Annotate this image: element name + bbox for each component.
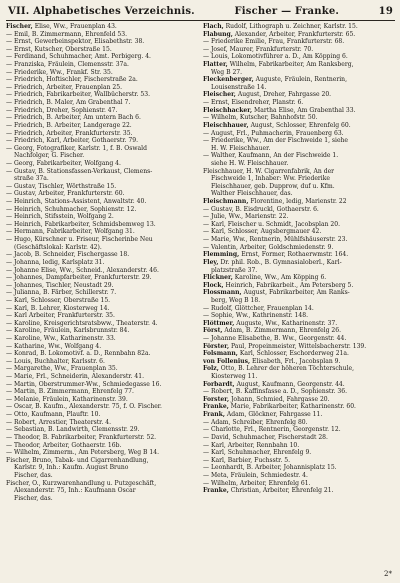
directory-entry bbox=[6, 327, 197, 335]
entry-text: — Oscar, B. Kaufm., Alexanderstr. 75, f. O. Fischer. bbox=[6, 403, 162, 411]
entry-text: — Friedrich, B. Arbeiter, Landgerage 22. bbox=[6, 121, 132, 129]
directory-entry bbox=[203, 114, 394, 122]
entry-text: H. W. Fleischhauer. bbox=[211, 144, 271, 152]
entry-text: — Louis, Buchhalter, Karlsstr. 6. bbox=[6, 357, 105, 365]
directory-entry bbox=[6, 137, 197, 145]
directory-entry bbox=[6, 274, 197, 282]
entry-text: — Valentin, Arbeiter, Goldschmiedenstr. 9. bbox=[203, 243, 334, 251]
directory-entry bbox=[203, 365, 394, 373]
directory-entry bbox=[203, 76, 394, 84]
directory-entry bbox=[6, 480, 197, 488]
entry-text: August, Dreher, Fahrgasse 20. bbox=[235, 91, 332, 99]
section-title: VII. Alphabetisches Verzeichnis. bbox=[8, 6, 195, 17]
entry-surname: Frank, bbox=[203, 411, 225, 419]
entry-text: — Louis, Lokomotivführer a. D., Am Köpping 6. bbox=[203, 53, 348, 61]
directory-entry bbox=[6, 213, 197, 221]
entry-text: — Konrad, B. Lokomotivf. a. D., Rennbahn 82a. bbox=[6, 350, 151, 358]
directory-entry bbox=[203, 487, 394, 495]
entry-text: Marie, Fabrikarbeiter, Katharinenstr. 60. bbox=[228, 403, 356, 411]
directory-entry bbox=[203, 251, 394, 259]
entry-text: straße 37a. bbox=[14, 175, 49, 183]
entry-surname: Flemming, bbox=[203, 251, 240, 259]
directory-entry bbox=[6, 442, 197, 450]
left-column bbox=[6, 23, 197, 502]
directory-entry bbox=[203, 91, 394, 99]
entry-text: — Ernst, Kutscher, Oberstraße 15. bbox=[6, 45, 112, 53]
entry-surname: Flatter, bbox=[203, 61, 228, 69]
directory-entry bbox=[6, 84, 197, 92]
entry-text: — Charlotte, Frl., Rentnerin, Georgenstr. 12. bbox=[203, 426, 341, 434]
directory-entry bbox=[203, 282, 394, 290]
entry-text: Fischer, O., Kurzwarenhandlung u. Putzgeschäft, bbox=[6, 479, 157, 487]
directory-entry bbox=[203, 53, 394, 61]
entry-text: — Otto, Kaufmann, Plauftr. 10. bbox=[6, 411, 101, 419]
entry-text: — Karl, B. Lehrer, Kiosterweg 14. bbox=[6, 304, 110, 312]
entry-text: August, Fabrikarbeiter, Am Ranks- bbox=[241, 289, 350, 297]
directory-entry bbox=[203, 358, 394, 366]
directory-entry bbox=[6, 426, 197, 434]
directory-entry bbox=[203, 259, 394, 267]
entry-text: — Friederike Emilie, Frau, Frankfurterstr. 68. bbox=[203, 38, 345, 46]
directory-entry bbox=[6, 122, 197, 130]
directory-entry bbox=[203, 236, 394, 244]
directory-entry bbox=[203, 464, 394, 472]
directory-entry bbox=[6, 358, 197, 366]
directory-entry bbox=[6, 350, 197, 358]
directory-entry bbox=[6, 457, 197, 465]
entry-text: — Karoline, Ww., Katharinenstr. 33. bbox=[6, 334, 116, 342]
directory-entry bbox=[6, 381, 197, 389]
entry-text: — Margarethe, Ww., Frauenplan 35. bbox=[6, 365, 118, 373]
directory-entry bbox=[203, 274, 394, 282]
directory-entry bbox=[6, 403, 197, 411]
directory-entry bbox=[203, 23, 394, 31]
directory-entry bbox=[6, 190, 197, 198]
entry-text: — Karoline, Kreisgerichtsratsbww., Theaterstr. 4. bbox=[6, 319, 158, 327]
entry-text: — Johanna, ledig, Karlsplatz 31. bbox=[6, 258, 105, 266]
entry-surname: Folsmann, bbox=[203, 350, 238, 358]
directory-entry bbox=[6, 320, 197, 328]
entry-surname: Flock, bbox=[203, 281, 224, 289]
directory-entry bbox=[203, 381, 394, 389]
directory-entry bbox=[6, 259, 197, 267]
entry-text: — Johanne Elise, Ww., Schneid., Alexanderstr. 46. bbox=[6, 266, 159, 274]
entry-text: — Ernst, Gewerbeinspektor, Elisabethstr. 38. bbox=[6, 38, 145, 46]
entry-text: Nachfolger, G. Fischer. bbox=[14, 152, 85, 160]
directory-entry bbox=[6, 61, 197, 69]
entry-text: — Meta, Fräulein, Schmiedestr. 4. bbox=[203, 471, 308, 479]
entry-text: — Sophie, Ww., Kathrinenstr. 148. bbox=[203, 312, 309, 320]
entry-text: Fischer, Bruno, Tabak- und Cigarrenhandlung, bbox=[6, 456, 149, 464]
entry-continuation bbox=[203, 69, 394, 77]
entry-text: — Leonhardt, B. Arbeiter, Johannisplatz 15. bbox=[203, 464, 337, 472]
entry-text: — Friedrich, Fabrikarbeiter, Wallbücherstr. 53. bbox=[6, 91, 150, 99]
entry-text: — Friedrich, B. Maler, Am Grabenthal 7. bbox=[6, 99, 131, 107]
directory-entry bbox=[203, 396, 394, 404]
entry-text: — Heinrich, Stifsstein, Wolfgang 2. bbox=[6, 213, 114, 221]
entry-text: — Hermann, Fabrikarbeiter, Wolfgang 31. bbox=[6, 228, 135, 236]
entry-surname: Fleischer, bbox=[203, 91, 236, 99]
directory-entry bbox=[6, 289, 197, 297]
entry-continuation bbox=[203, 183, 394, 191]
entry-text: August, Schlosser, Ehrenfelg 60. bbox=[248, 121, 351, 129]
entry-text: — Heinrich, Stations-Assistent, Anwaltstr. 40. bbox=[6, 198, 147, 206]
directory-entry bbox=[203, 31, 394, 39]
entry-text: Louisenstraße 14. bbox=[211, 83, 267, 91]
page-number: 19 bbox=[378, 6, 393, 17]
entry-continuation bbox=[6, 472, 197, 480]
directory-entry bbox=[203, 289, 394, 297]
directory-entry bbox=[6, 373, 197, 381]
entry-text: Alexander, Arbeiter, Frankfurterstr. 65. bbox=[232, 30, 356, 38]
entry-surname: Först, bbox=[203, 327, 223, 335]
directory-entry bbox=[6, 449, 197, 457]
entry-text: — Wilhelm, Arbeiter, Ehrenfelg 61. bbox=[203, 479, 311, 487]
entry-text: — Friedrich, Arbeiter, Frankfurterstr. 35. bbox=[6, 129, 133, 137]
entry-text: Adam, B. Zimmermann, Ehrenfelg 26. bbox=[222, 327, 341, 335]
entry-surname: Förster, bbox=[203, 342, 230, 350]
entry-surname: Fischer, bbox=[6, 23, 33, 30]
entry-text: — Heinrich, Fabrikarbeiter, Schmidsbemweg 13. bbox=[6, 220, 156, 228]
directory-entry bbox=[6, 396, 197, 404]
directory-entry bbox=[203, 38, 394, 46]
entry-continuation bbox=[6, 495, 197, 503]
entry-text: Dr. phil. Rob., B. Gymnasialoberl., Karl- bbox=[218, 258, 342, 266]
directory-entry bbox=[6, 145, 197, 153]
entry-text: — Johannes, Tischler, Neustadt 29. bbox=[6, 281, 114, 289]
directory-entry bbox=[203, 137, 394, 145]
entry-surname: Flabung, bbox=[203, 30, 233, 38]
entry-text: — Karl, Schuhmacher, Ehrenfelg 9. bbox=[203, 449, 312, 457]
directory-entry bbox=[203, 426, 394, 434]
entry-continuation bbox=[6, 175, 197, 183]
entry-surname: Fley, bbox=[203, 258, 219, 266]
entry-continuation bbox=[203, 190, 394, 198]
entry-text: — Karl, Schlosser, Oberstraße 15. bbox=[6, 296, 111, 304]
directory-entry bbox=[203, 122, 394, 130]
directory-entry bbox=[203, 152, 394, 160]
entry-text: Ernst, Former, Rothaerwmstr. 164. bbox=[239, 251, 349, 259]
entry-text: Elise, Ww., Frauenplan 43. bbox=[32, 23, 117, 30]
directory-entry bbox=[6, 198, 197, 206]
entry-surname: Franke, bbox=[203, 487, 229, 495]
directory-entry bbox=[6, 130, 197, 138]
entry-text: — Johanne Elisabethe, B. Ww., Georgenstr. 44. bbox=[203, 334, 347, 342]
entry-text: platzstraße 37. bbox=[211, 266, 258, 274]
directory-entry bbox=[6, 99, 197, 107]
entry-text: Fleischhauer, H. W. Cigarrenfabrik, An der bbox=[203, 167, 335, 175]
entry-text: — Marie, Frl., Schneiderin, Alexanderstr. 41. bbox=[6, 373, 144, 381]
entry-surname: Forbardt, bbox=[203, 380, 235, 388]
directory-entry bbox=[203, 244, 394, 252]
directory-entry bbox=[203, 46, 394, 54]
directory-entry bbox=[6, 228, 197, 236]
entry-text: — Franziska, Fräulein, Clemensstr. 37a. bbox=[6, 61, 129, 69]
entry-text: Adam, Glöckner, Fahrgasse 11. bbox=[224, 411, 323, 419]
directory-entry bbox=[203, 335, 394, 343]
entry-text: — Josef, Maurer, Frankfurterstr. 70. bbox=[203, 45, 314, 53]
entry-continuation bbox=[203, 297, 394, 305]
directory-entry bbox=[6, 114, 197, 122]
entry-text: — Ferdinand, Schuhmacher, Amt. Perbigerg. 4. bbox=[6, 53, 151, 61]
entry-surname: Fleckenberger, bbox=[203, 76, 254, 84]
directory-entry bbox=[6, 91, 197, 99]
entry-text: — Wilhelm, Zimmerm., Am Petersberg, Weg B 14. bbox=[6, 449, 160, 457]
entry-text: — Gustav, B. Eisdruckl, Gothaerstr. 6. bbox=[203, 205, 319, 213]
entry-text: — Marie, Ww., Rentnerin, Mühlfshäuserstr. 23. bbox=[203, 236, 348, 244]
directory-entry bbox=[6, 282, 197, 290]
entry-text: — Georg, Fabrikarbeiter, Wolfgang 4. bbox=[6, 159, 121, 167]
entry-text: Christian, Arbeiter, Ehrenfelg 21. bbox=[228, 487, 334, 495]
entry-text: Wilhelm, Fabrikarbeiter, Am Ranksberg, bbox=[227, 61, 354, 69]
entry-text: — Johannes, Dampfarbeiter, Frankfurterstr. 29. bbox=[6, 274, 152, 282]
entry-continuation bbox=[6, 244, 197, 252]
entry-text: — Friedrich, Hoftischler, Fischerstraße 2a. bbox=[6, 76, 138, 84]
directory-entry bbox=[203, 388, 394, 396]
entry-text: — Friederike, Ww., Am der Fischweide 1, siehe bbox=[203, 137, 349, 145]
entry-surname: Folz, bbox=[203, 365, 219, 373]
directory-entry bbox=[6, 221, 197, 229]
entry-text: — Karoline, Fräulein, Karlsbrunnstr. 84. bbox=[6, 327, 130, 335]
directory-entry bbox=[6, 312, 197, 320]
entry-text: — Gustav, B. Stationsfassen-Verkaust, Clemens- bbox=[6, 167, 153, 175]
directory-entry bbox=[203, 403, 394, 411]
directory-entry bbox=[203, 228, 394, 236]
entry-text: — Wilhelm, Kutscher, Bahnhofstr. 50. bbox=[203, 114, 318, 122]
directory-entry bbox=[6, 419, 197, 427]
entry-text: Rudolf, Lithograph u. Zeichner, Karlstr. 15. bbox=[223, 23, 358, 30]
entry-surname: Flach, bbox=[203, 23, 224, 30]
directory-entry bbox=[6, 76, 197, 84]
directory-entry bbox=[6, 388, 197, 396]
entry-surname: von Follenius, bbox=[203, 357, 251, 365]
directory-entry bbox=[6, 53, 197, 61]
entry-text: Elisabeth, Frl., Jacobsplan 9. bbox=[250, 357, 341, 365]
entry-text: — Theodor, B. Fabrikarbeiter, Frankfurterstr. 52. bbox=[6, 433, 157, 441]
directory-entry bbox=[6, 168, 197, 176]
entry-text: — Melanie, Fräulein, Katharinenstr. 39. bbox=[6, 395, 128, 403]
directory-entry bbox=[6, 160, 197, 168]
entry-text: — Walther, Kaufmann, An der Fischweide 1. bbox=[203, 152, 339, 160]
entry-text: Fischweide 1, Inhaber: Ww. Friederike bbox=[211, 175, 330, 183]
entry-text: — Georg, Fotografiker, Karlstr. 1, f. B. Oswald bbox=[6, 144, 147, 152]
entry-text: — Martin, Oberstrummer-Ww., Schmiedegasse 16. bbox=[6, 380, 162, 388]
directory-entry bbox=[203, 305, 394, 313]
entry-text: August, Kaufmann, Georgenstr. 44. bbox=[234, 380, 345, 388]
directory-entry bbox=[203, 343, 394, 351]
entry-text: Auguste, Ww., Katharinenstr. 37. bbox=[234, 319, 338, 327]
entry-text: berg, Weg B 18. bbox=[211, 296, 261, 304]
directory-entry bbox=[203, 107, 394, 115]
entry-continuation bbox=[203, 373, 394, 381]
entry-continuation bbox=[203, 267, 394, 275]
entry-text: — Emil, B. Zimmermann, Ehrenfeld 53. bbox=[6, 30, 127, 38]
entry-surname: Flöttmer, bbox=[203, 319, 235, 327]
entry-text: — Martin, B. Zimmermann, Ehrenfelg 77. bbox=[6, 388, 134, 396]
entry-text: — Robert, Arrestier, Theaterstr. 4. bbox=[6, 418, 112, 426]
entry-text: Walther Fleischhauer, das. bbox=[211, 190, 293, 198]
entry-text: Otto, B. Lehrer der höheren Töchterschule, bbox=[218, 365, 355, 373]
directory-entry bbox=[6, 251, 197, 259]
entry-text: Fischer, das. bbox=[14, 471, 53, 479]
directory-entry bbox=[203, 221, 394, 229]
directory-entry bbox=[203, 206, 394, 214]
entry-text: — Friedrich, Karl, Arbeiter, Gothaerstr. 79. bbox=[6, 137, 138, 145]
entry-text: — Julianna, B. Färber, Schillerstr. 7. bbox=[6, 289, 117, 297]
entry-text: — Julie, Ww., Marienstr. 22. bbox=[203, 213, 289, 221]
entry-text: — Heinrich, Schuhmacher, Sophienstr. 12. bbox=[6, 205, 137, 213]
entry-text: — Sebastian, B. Landwirth, Clemensstr. 29. bbox=[6, 426, 140, 434]
directory-entry bbox=[6, 335, 197, 343]
directory-entry bbox=[203, 99, 394, 107]
entry-text: — Adam, Schreiber, Ehrenfelg 80. bbox=[203, 418, 308, 426]
entry-continuation bbox=[6, 487, 197, 495]
entry-text: Johann, Schmied, Fahrgasse 20. bbox=[229, 395, 330, 403]
directory-entry bbox=[6, 23, 197, 31]
entry-text: — Robert, B. Kaffinsfasse a. D., Sophienstr. 36. bbox=[203, 388, 347, 396]
directory-entry bbox=[6, 343, 197, 351]
entry-surname: Fleischmann, bbox=[203, 198, 249, 206]
directory-entry bbox=[6, 46, 197, 54]
entry-continuation bbox=[203, 84, 394, 92]
directory-entry bbox=[6, 236, 197, 244]
entry-surname: Fleischhacker, bbox=[203, 106, 253, 114]
directory-entry bbox=[6, 38, 197, 46]
entry-surname: Fleischhauer, bbox=[203, 121, 249, 129]
entry-text: — Gustav, Arbeiter, Frankfurterstr. 60. bbox=[6, 190, 125, 198]
entry-text: — Ernst, Eisendreher, Planstr. 6. bbox=[203, 99, 304, 107]
entry-text: — Katharine, Ww., Wolfgang 4. bbox=[6, 342, 102, 350]
directory-entry bbox=[203, 472, 394, 480]
entry-text: siehe H. W. Fleischhauer. bbox=[211, 159, 289, 167]
entry-continuation bbox=[203, 175, 394, 183]
directory-entry bbox=[6, 297, 197, 305]
directory-entry bbox=[6, 365, 197, 373]
entry-text: Karl, Schlosser, Eschorderweg 21a. bbox=[237, 350, 349, 358]
directory-entry bbox=[203, 449, 394, 457]
directory-entry bbox=[203, 480, 394, 488]
entry-text: — David, Schuhmacher, Fischerstadt 28. bbox=[203, 433, 328, 441]
directory-entry bbox=[203, 312, 394, 320]
entry-text: Karlstr. 9, Inh.: Kaufm. August Bruno bbox=[14, 464, 129, 472]
entry-text: — August, Frl., Puhmacherin, Frauenberg 63. bbox=[203, 129, 344, 137]
entry-text: Alexanderstr. 75, Inh.: Kaufmann Oscar bbox=[14, 487, 136, 495]
entry-text: (Geschäftslokal: Karlstr. 42). bbox=[14, 243, 102, 251]
entry-text: — Karl, Arbeiter, Rennbahn 10. bbox=[203, 441, 300, 449]
directory-entry bbox=[6, 31, 197, 39]
entry-text: Kiosterweg 11. bbox=[211, 373, 258, 381]
entry-surname: Forster, bbox=[203, 395, 230, 403]
directory-entry bbox=[203, 457, 394, 465]
entry-text: — Friedrich, Arbeiter, Frauenplan 25. bbox=[6, 83, 123, 91]
entry-surname: Franke, bbox=[203, 403, 229, 411]
directory-entry bbox=[6, 107, 197, 115]
entry-text: — Friederike, Ww., Frankf. Str. 35. bbox=[6, 68, 113, 76]
directory-entry bbox=[203, 61, 394, 69]
entry-text: — Gustav, Tischler, Wörthstraße 15. bbox=[6, 182, 117, 190]
entry-surname: Flossmann, bbox=[203, 289, 242, 297]
entry-text: — Karl, Barbier, Fuchsstr. 5. bbox=[203, 456, 291, 464]
entry-text: Fleischhauer, geb. Dupprow, duf u. Kfm. bbox=[211, 182, 335, 190]
entry-text: — Karl, Fleischer u. Schmidt, Jacobsplan 20. bbox=[203, 220, 341, 228]
entry-text: — Friedrich, Dreher, Sophienstr. 47. bbox=[6, 106, 118, 114]
entry-text: Fischer, das. bbox=[14, 494, 53, 502]
entry-text: Auguste, Fräulein, Rentnerin, bbox=[253, 76, 347, 84]
entry-text: Karoline, Ww., Am Köpping 6. bbox=[232, 274, 327, 282]
entry-continuation bbox=[6, 152, 197, 160]
directory-entry bbox=[203, 411, 394, 419]
directory-entry bbox=[203, 327, 394, 335]
directory-entry bbox=[203, 442, 394, 450]
entry-text: — Karl, Schlosser, Augsbergmauer 42. bbox=[203, 228, 322, 236]
entry-text: — Friedrich, B. Arbeiter, Am untern Bach 6. bbox=[6, 114, 141, 122]
entry-surname: Flickner, bbox=[203, 274, 233, 282]
directory-entry bbox=[203, 320, 394, 328]
entry-text: — Rudolf, Glöttcher, Frauenplan 14. bbox=[203, 304, 314, 312]
entry-text: Paul, Propeinmeister, Wittelsbacherstr. 139. bbox=[229, 342, 367, 350]
entry-text: Weg B 27. bbox=[211, 68, 243, 76]
directory-entry bbox=[203, 130, 394, 138]
directory-entry bbox=[203, 213, 394, 221]
right-column bbox=[203, 23, 394, 502]
entry-continuation bbox=[203, 145, 394, 153]
directory-entry bbox=[203, 419, 394, 427]
directory-entry bbox=[6, 206, 197, 214]
entry-text: Florentine, ledig, Marienstr. 22 bbox=[248, 198, 347, 206]
directory-entry bbox=[203, 434, 394, 442]
entry-continuation bbox=[203, 160, 394, 168]
directory-entry bbox=[6, 305, 197, 313]
directory-entry bbox=[6, 434, 197, 442]
directory-entry bbox=[203, 350, 394, 358]
directory-entry bbox=[6, 69, 197, 77]
entry-text: Martha Elise, Am Grabenthal 33. bbox=[252, 106, 356, 114]
entry-text: — Theodor, Arbeiter, Gothaerstr. 16b. bbox=[6, 441, 122, 449]
entry-continuation bbox=[6, 464, 197, 472]
entry-text: Heinrich, Fabrikarbeit., Am Petersberg 5. bbox=[223, 281, 354, 289]
directory-entry bbox=[203, 198, 394, 206]
entry-columns bbox=[6, 23, 395, 502]
entry-text: — Hugo, Kürschner u. Friseur, Fischerinbe Neu bbox=[6, 236, 153, 244]
signature-mark: 2* bbox=[384, 570, 392, 578]
page-range-title: Fischer — Franke. bbox=[234, 6, 340, 17]
directory-entry bbox=[6, 183, 197, 191]
entry-text: — Jacob, B. Schneider, Fischergasse 18. bbox=[6, 251, 130, 259]
running-header bbox=[6, 6, 395, 21]
directory-entry bbox=[6, 267, 197, 275]
directory-entry bbox=[203, 168, 394, 176]
entry-text: — Karl Arbeiter, Frankfurterstr. 35. bbox=[6, 312, 115, 320]
directory-entry bbox=[6, 411, 197, 419]
